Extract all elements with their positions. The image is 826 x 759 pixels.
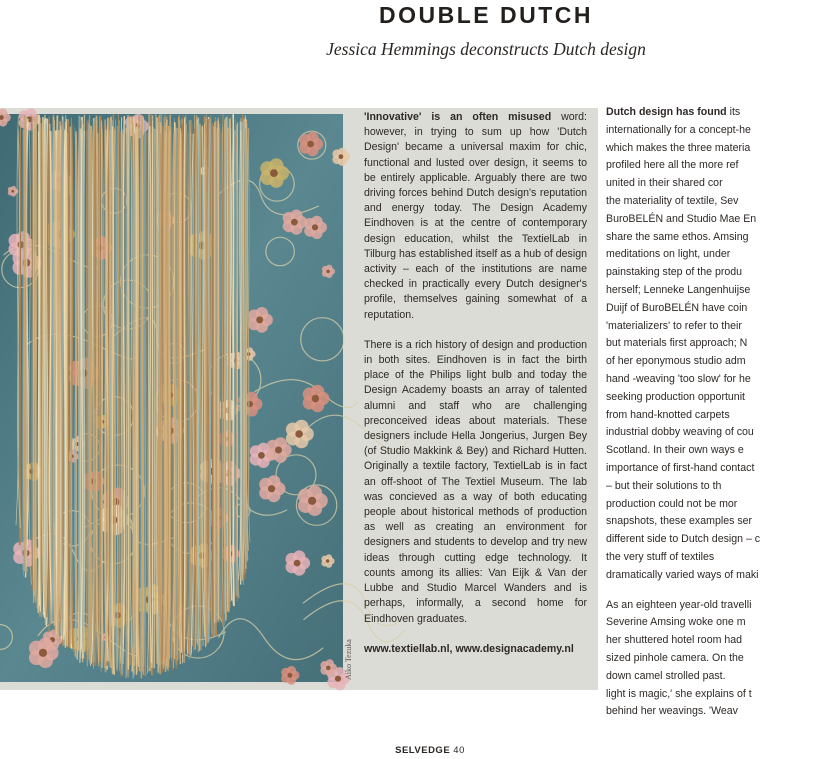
image-credit: Aiko Tezuka: [344, 639, 353, 680]
paragraph-dutch-design: [606, 104, 826, 585]
paragraph-intro: [364, 110, 587, 323]
text-line: profiled here all the more ref: [606, 159, 739, 172]
page-folio: [300, 745, 560, 756]
thread-strand: [143, 133, 144, 675]
text-line: dramatically varied ways of maki: [606, 568, 759, 581]
thread-strand: [20, 132, 21, 545]
text-line: meditations on light, under: [606, 248, 731, 261]
text-line: As an eighteen year-old travelli: [606, 598, 752, 611]
thread-strand: [141, 121, 142, 679]
text-line: herself; Lenneke Langenhuijse: [606, 283, 751, 296]
text-line: hand -weaving 'too slow' for he: [606, 372, 751, 385]
text-line: painstaking step of the produ: [606, 266, 743, 279]
thread-strand: [90, 127, 91, 664]
page-number: 40: [453, 745, 465, 756]
article-column-right: [606, 104, 826, 718]
text-line: internationally for a concept-he: [606, 123, 751, 136]
thread-strand: [105, 120, 106, 673]
article-title: DOUBLE DUTCH: [379, 2, 593, 28]
thread-strand: [209, 118, 210, 641]
text-line: light is magic,' she explains of t: [606, 687, 752, 700]
text-line: her shuttered hotel room had: [606, 634, 743, 647]
text-line: 'materializers' to refer to their: [606, 319, 742, 332]
paragraph-intro-body: word: however, in trying to sum up how 'Dutch Design' became a universal maxim for chic, functional and lusted over design, it seems to be entirely applicable. Arguably there are two driving forces behind Dutch design's reputation and energy today. The Design Academy Eindhoven is at the centre of contemporary design education, whilst the TextielLab in Tilburg has established itself as a hub of design activity – each of the institutions are name checked in practically every Dutch designer's profile, themselves gaining somewhat of a reputation.: [364, 111, 587, 321]
text-line: from hand-knotted carpets: [606, 408, 730, 421]
text-line: industrial dobby weaving of cou: [606, 426, 754, 439]
text-line: production could not be mor: [606, 497, 738, 510]
thread-strand: [198, 118, 199, 652]
text-line: – but their solutions to th: [606, 479, 722, 492]
text-line: which makes the three materia: [606, 141, 751, 154]
artwork-image: [0, 114, 343, 682]
text-line: united in their shared cor: [606, 177, 723, 190]
thread-strand: [168, 134, 169, 668]
text-line: down camel strolled past.: [606, 669, 726, 682]
text-line: Severine Amsing woke one m: [606, 616, 746, 629]
thread-strand: [121, 134, 122, 674]
lead-in: 'Innovative' is an often misused: [364, 111, 552, 123]
thread-strand: [212, 123, 213, 636]
thread-strand: [70, 127, 71, 644]
website-links: www.textiellab.nl, www.designacademy.nl: [364, 642, 574, 655]
text-line: seeking production opportunit: [606, 390, 745, 403]
paragraph-history: There is a rich history of design and production in both sites. Eindhoven is in fact the birth place of the Philips light bulb and today the Design Academy boasts an array of talented alumni and staff who are challenging preconceived ideas about materials. These designers include Hella Jongerius, Jurgen Bey (of Studio Makkink & Bey) and Richard Hutten. Originally a textile factory, TextielLab is in fact an off-shoot of The Textiel Museum. The lab was concieved as a way of both educating people about historical methods of production as well as creating an environment for designers and students to develop and try new ideas through cutting edge technology. It counts among its allies: Van Eijk & Van der Lubbe and Studio Marcel Wanders and is perhaps, informally, a second home for Eindhoven graduates.: [364, 338, 587, 625]
text-line: Duijf of BuroBELÉN have coin: [606, 301, 748, 314]
paragraph-amsing: [606, 597, 826, 722]
thread-strand: [86, 121, 87, 660]
article-column-left: [364, 110, 587, 657]
thread-strand: [45, 124, 46, 623]
text-line: sized pinhole camera. On the: [606, 651, 744, 664]
thread-strand: [227, 117, 228, 612]
thread-strand: [217, 128, 218, 623]
text-line: Dutch design has found its: [606, 106, 741, 118]
thread-strand: [128, 115, 129, 670]
text-line: snapshots, these examples ser: [606, 515, 753, 528]
text-line: the materiality of textile, Sev: [606, 194, 739, 207]
text-line: share the same ethos. Amsing: [606, 230, 749, 243]
article-subtitle: Jessica Hemmings deconstructs Dutch design: [326, 39, 646, 59]
text-line: of her eponymous studio adm: [606, 355, 746, 368]
text-line: importance of first-hand contact: [606, 461, 755, 474]
text-line: Scotland. In their own ways e: [606, 444, 744, 457]
magazine-name: SELVEDGE: [395, 745, 451, 756]
text-line: BuroBELÉN and Studio Mae En: [606, 212, 757, 225]
text-line: different side to Dutch design – c: [606, 533, 761, 546]
text-line: the very stuff of textiles: [606, 550, 715, 563]
text-line: but materials first approach; N: [606, 337, 748, 350]
text-line: behind her weavings. 'Weav: [606, 705, 738, 718]
